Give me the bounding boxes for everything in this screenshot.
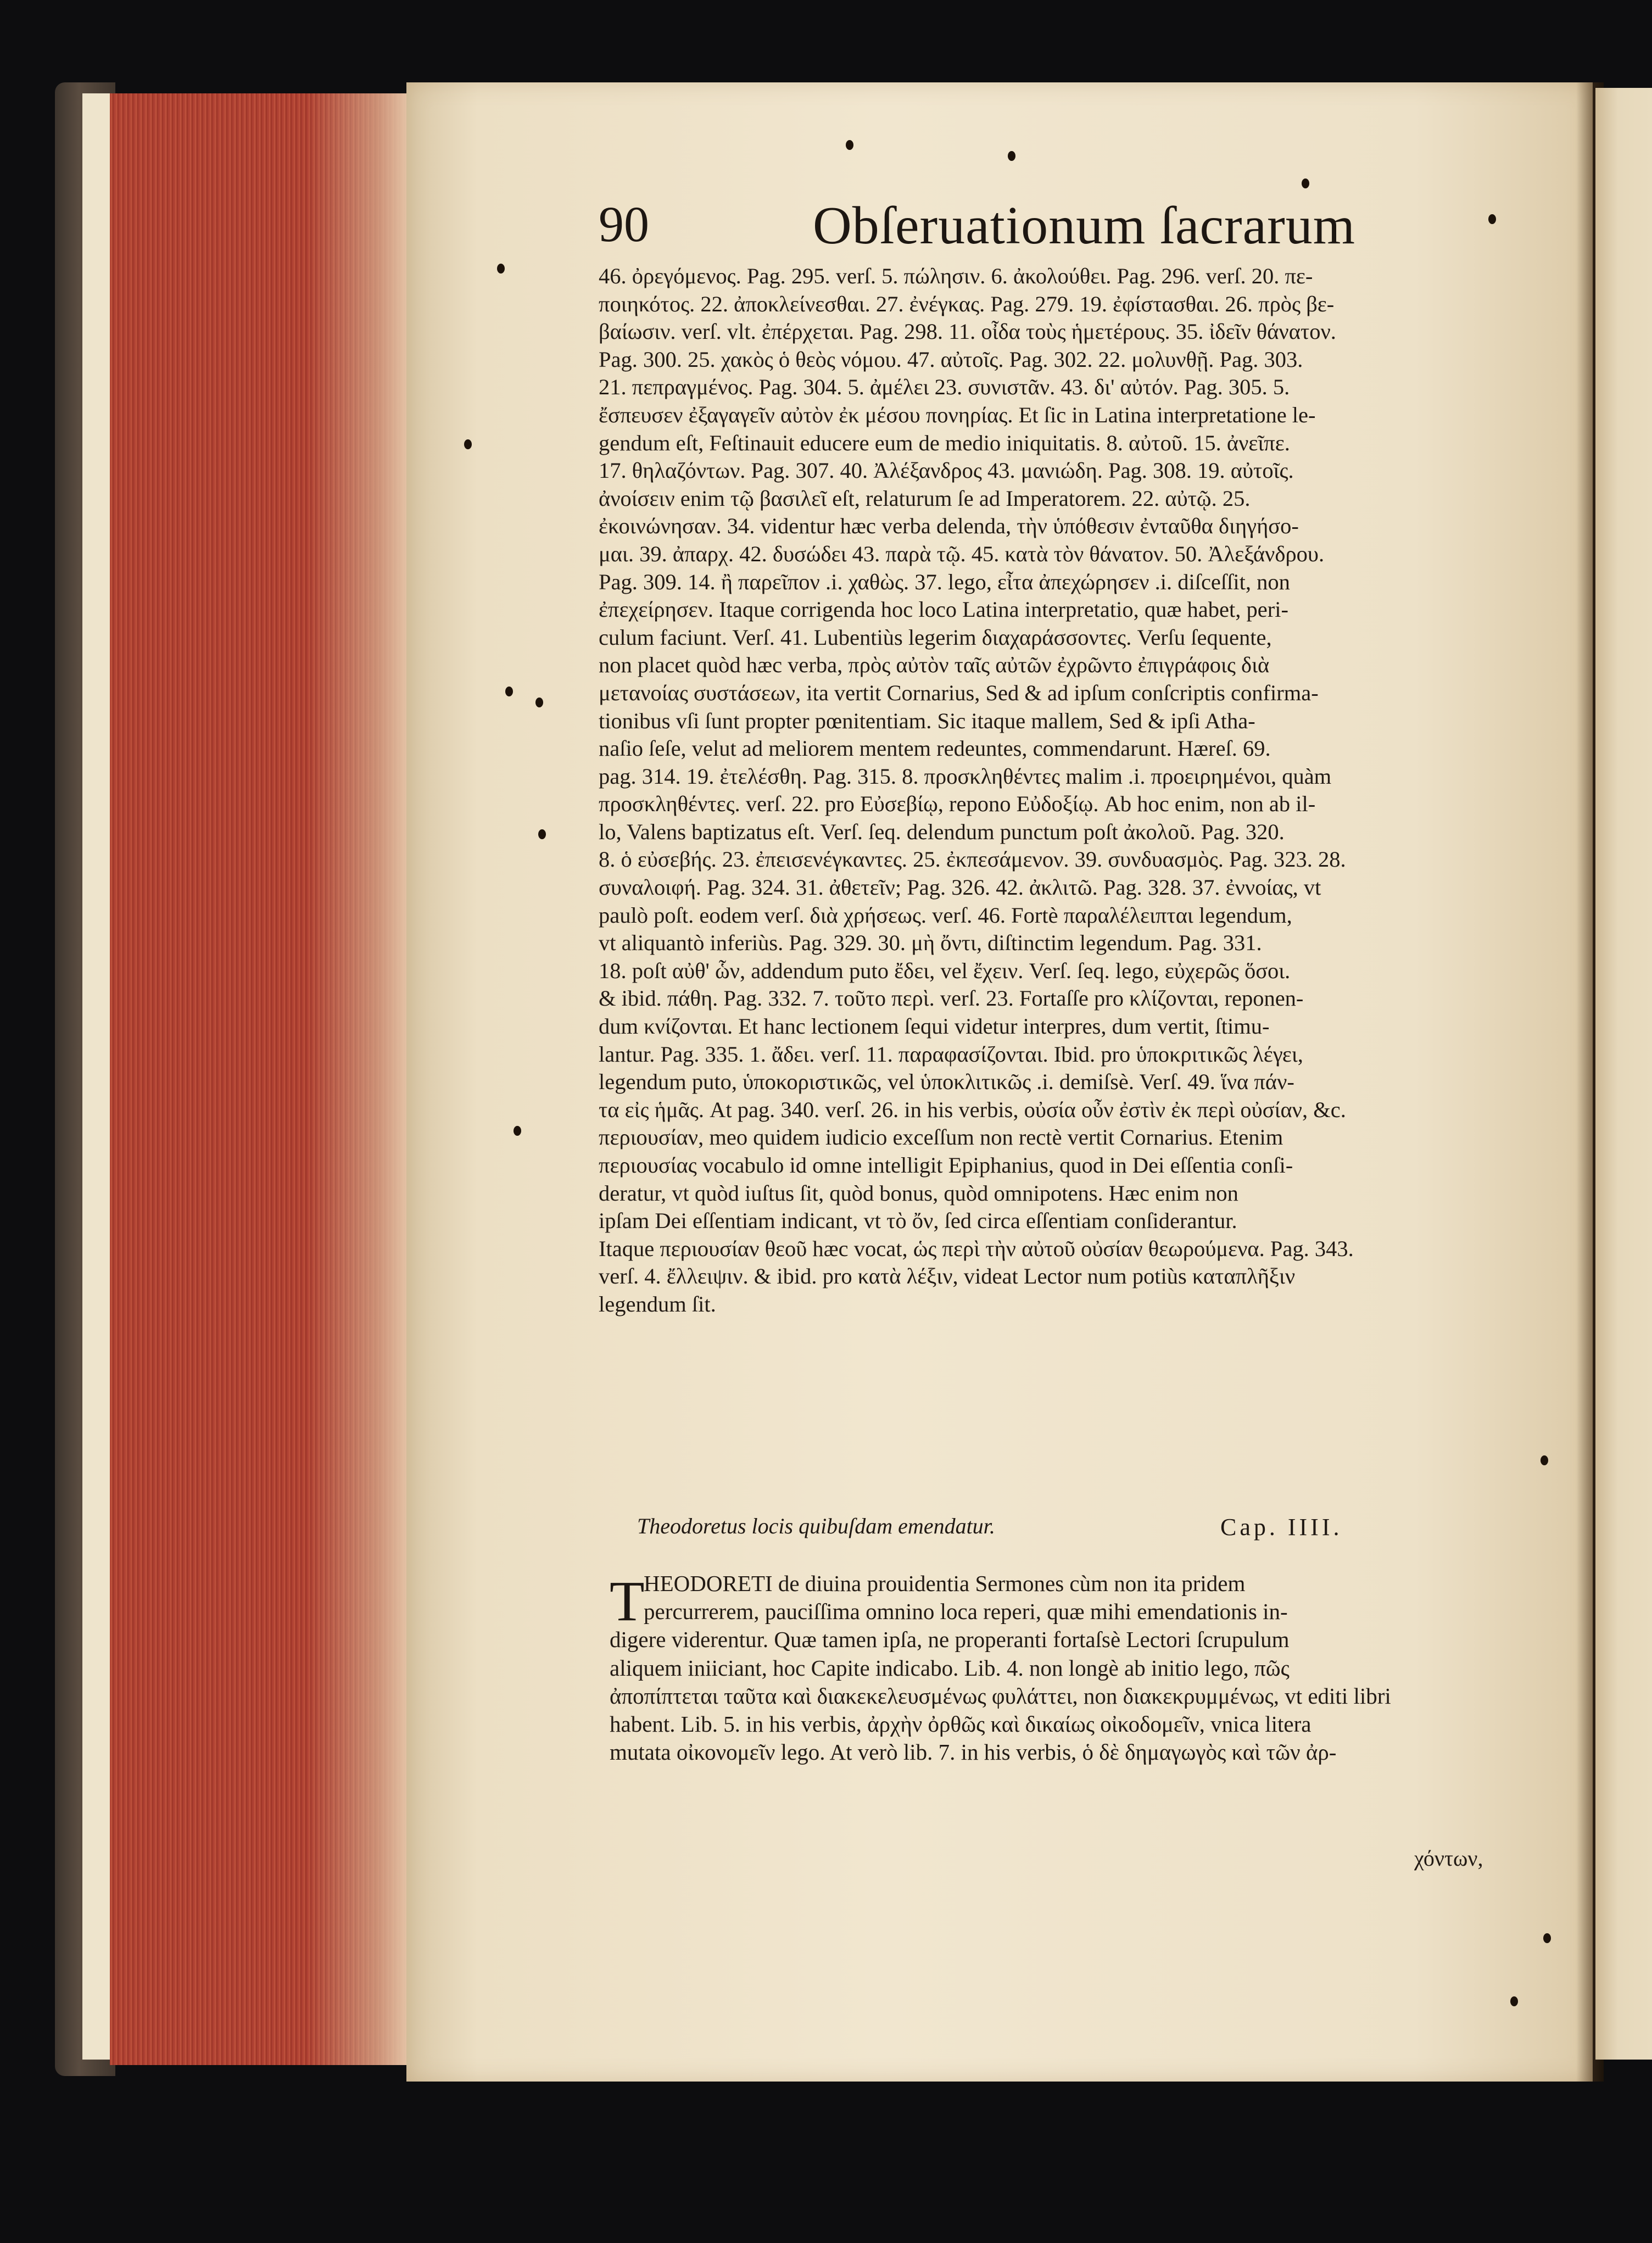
running-title: Obſeruationum ſacrarum	[813, 196, 1356, 255]
text-line: legendum puto, ὑποκοριστικῶς, vel ὑποκλιτικῶς .i. demiſsè. Verſ. 49. ἵνα πάν-	[599, 1069, 1294, 1095]
chapter-title: Theodoretus locis quibuſdam emendatur.	[637, 1514, 995, 1538]
text-line: verſ. 4. ἔλλειψιν. & ibid. pro κατὰ λέξιν, videat Lector num potiùs καταπλῆξιν	[599, 1264, 1296, 1289]
worm-hole	[1008, 151, 1015, 161]
text-line: mutata οἰκονομεῖν lego. At verò lib. 7. in his verbis, ὁ δὲ δημαγωγὸς καὶ τῶν ἀρ-	[610, 1739, 1337, 1765]
text-line: μαι. 39. ἀπαρχ. 42. δυσώδει 43. παρὰ τῷ. 45. κατὰ τὸν θάνατον. 50. Ἀλεξάνδρου.	[599, 541, 1325, 566]
text-line: naſio ſeſe, velut ad meliorem mentem redeuntes, commendarunt. Hæreſ. 69.	[599, 736, 1271, 761]
text-line: tionibus vſi ſunt propter pœnitentiam. Sic itaque mallem, Sed & ipſi Atha-	[599, 708, 1255, 733]
worm-hole	[1541, 1455, 1548, 1465]
text-line: pag. 314. 19. ἐτελέσθη. Pag. 315. 8. προσκληθέντες malim .i. προειρημένοι, quàm	[599, 763, 1332, 789]
text-line: lo, Valens baptizatus eſt. Verſ. ſeq. delendum punctum poſt ἀκολοῦ. Pag. 320.	[599, 819, 1285, 844]
page-number: 90	[599, 196, 649, 252]
text-line: 21. πεπραγμένος. Pag. 304. 5. ἀμέλει 23. συνιστᾶν. 43. δι' αὐτόν. Pag. 305. 5.	[599, 375, 1290, 400]
text-line: ἐπεχείρησεν. Itaque corrigenda hoc loco Latina interpretatio, quæ habet, peri-	[599, 597, 1288, 622]
worm-hole	[1302, 178, 1309, 188]
worm-hole	[535, 698, 543, 707]
text-line: συναλοιφή. Pag. 324. 31. ἀθετεῖν; Pag. 326. 42. ἀκλιτῶ. Pag. 328. 37. ἐννοίας, vt	[599, 875, 1321, 900]
text-line: ποιηκότος. 22. ἀποκλείνεσθαι. 27. ἐνέγκας. Pag. 279. 19. ἐφίστασθαι. 26. πρὸς βε-	[599, 291, 1335, 316]
text-line: gendum eſt, Feſtinauit educere eum de medio iniquitatis. 8. αὐτοῦ. 15. ἀνεῖπε.	[599, 430, 1290, 455]
text-line: βαίωσιν. verſ. vlt. ἐπέρχεται. Pag. 298. 11. οἶδα τοὺς ἡμετέρους. 35. ἰδεῖν θάνατον.	[599, 319, 1336, 344]
text-line: προσκληθέντες. verſ. 22. pro Εὐσεβίῳ, repono Εὐδοξίῳ. Ab hoc enim, non ab il-	[599, 791, 1316, 817]
text-line: Itaque περιουσίαν θεοῦ hæc vocat, ὡς περὶ τὴν αὐτοῦ οὐσίαν θεωρούμενα. Pag. 343.	[599, 1236, 1354, 1261]
text-line: περιουσίαν, meo quidem iudicio exceſſum non rectè vertit Cornarius. Etenim	[599, 1125, 1283, 1150]
text-line: 46. ὀρεγόμενος. Pag. 295. verſ. 5. πώλησιν. 6. ἀκολούθει. Pag. 296. verſ. 20. πε-	[599, 264, 1313, 288]
worm-hole	[505, 687, 513, 696]
text-line: non placet quòd hæc verba, πρὸς αὐτὸν ταῖς αὐτῶν ἐχρῶντο ἐπιγράφοις διὰ	[599, 652, 1270, 678]
text-line: ἀνοίσειν enim τῷ βασιλεῖ eſt, relaturum ſe ad Imperatorem. 22. αὐτῷ. 25.	[599, 486, 1251, 511]
text-line: ipſam Dei eſſentiam indicant, vt τὸ ὄν, ſed circa eſſentiam conſiderantur.	[599, 1208, 1237, 1234]
worm-hole	[1543, 1933, 1551, 1943]
chapter-heading	[637, 1513, 1439, 1552]
text-line: HEODORETI de diuina prouidentia Sermones cùm non ita pridem	[644, 1571, 1246, 1596]
chapter-number: Cap. IIII.	[1220, 1514, 1343, 1541]
text-line: Pag. 309. 14. ἢ παρεῖπον .i. χαθὼς. 37. lego, εἶτα ἀπεχώρησεν .i. diſceſſit, non	[599, 569, 1290, 594]
text-line: 17. θηλαζόντων. Pag. 307. 40. Ἀλέξανδρος 43. μανιώδη. Pag. 308. 19. αὐτοῖς.	[599, 458, 1294, 483]
text-line: legendum ſit.	[599, 1291, 716, 1316]
worm-hole	[846, 140, 853, 150]
theodoret-text	[610, 1570, 1483, 1766]
text-line: μετανοίας συστάσεων, ita vertit Cornarius, Sed & ad ipſum conſcriptis confirma-	[599, 680, 1319, 705]
worm-hole	[497, 264, 505, 274]
text-line: digere viderentur. Quæ tamen ipſa, ne properanti fortaſsè Lectori ſcrupulum	[610, 1627, 1290, 1653]
text-line: habent. Lib. 5. in his verbis, ἀρχὴν ὀρθῶς καὶ δικαίως οἰκοδομεῖν, vnica litera	[610, 1711, 1311, 1737]
text-line: ἐκοινώνησαν. 34. videntur hæc verba delenda, τὴν ὑπόθεσιν ἐνταῦθα διηγήσο-	[599, 514, 1299, 539]
text-line: 8. ὁ εὐσεβής. 23. ἐπεισενέγκαντες. 25. ἐκπεσάμενον. 39. συνδυασμὸς. Pag. 323. 28.	[599, 847, 1346, 872]
page-edges-shade	[308, 93, 406, 2065]
text-line: deratur, vt quòd iuſtus ſit, quòd bonus, quòd omnipotens. Hæc enim non	[599, 1180, 1238, 1206]
text-line: culum faciunt. Verſ. 41. Lubentiùs legerim διαχαράσσοντες. Verſu ſequente,	[599, 624, 1272, 650]
drop-cap: T	[610, 1570, 645, 1633]
epiphanius-notes	[599, 263, 1483, 1319]
text-line: τα εἰς ἡμᾶς. At pag. 340. verſ. 26. in his verbis, οὐσία οὖν ἐστὶν ἐκ περὶ οὐσίαν, &c.	[599, 1097, 1346, 1122]
text-line: 18. poſt αὐθ' ὧν, addendum puto ἔδει, vel ἔχειν. Verſ. ſeq. lego, εὐχερῶς ὅσοι.	[599, 958, 1291, 983]
worm-hole	[538, 829, 546, 839]
text-line: dum κνίζονται. Et hanc lectionem ſequi videtur interpres, dum vertit, ſtimu-	[599, 1014, 1270, 1039]
text-line: Pag. 300. 25. χακὸς ὁ θεὸς νόμου. 47. αὐτοῖς. Pag. 302. 22. μολυνθῇ. Pag. 303.	[599, 347, 1303, 372]
text-line: percurrerem, pauciſſima omnino loca reperi, quæ mihi emendationis in-	[644, 1599, 1288, 1625]
worm-hole	[464, 439, 472, 449]
text-line: ἔσπευσεν ἐξαγαγεῖν αὐτὸν ἐκ μέσου πονηρίας. Et ſic in Latina interpretatione le-	[599, 402, 1316, 427]
text-line: ἀποπίπτεται ταῦτα καὶ διακεκελευσμένως φυλάττει, non διακεκρυμμένως, vt editi libri	[610, 1683, 1391, 1709]
text-line: lantur. Pag. 335. 1. ἄδει. verſ. 11. παραφασίζονται. Ibid. pro ὑποκριτικῶς λέγει,	[599, 1041, 1303, 1067]
worm-hole	[514, 1126, 521, 1136]
running-head	[599, 195, 1368, 261]
text-line: paulò poſt. eodem verſ. διὰ χρήσεως. verſ. 46. Fortè παραλέλειπται legendum,	[599, 902, 1292, 928]
facing-page-edge	[1595, 88, 1652, 2060]
text-line: περιουσίας vocabulo id omne intelligit Epiphanius, quod in Dei eſſentia conſi-	[599, 1153, 1293, 1178]
worm-hole	[1488, 214, 1496, 224]
text-line: vt aliquantò inferiùs. Pag. 329. 30. μὴ ὄντι, diſtinctim legendum. Pag. 331.	[599, 930, 1262, 956]
catchword: χόντων,	[1414, 1846, 1483, 1871]
worm-hole	[1510, 1996, 1518, 2006]
text-line: aliquem iniiciant, hoc Capite indicabo. Lib. 4. non longè ab initio lego, πῶς	[610, 1655, 1290, 1681]
text-line: & ibid. πάθη. Pag. 332. 7. τοῦτο περὶ. verſ. 23. Fortaſſe pro κλίζονται, reponen-	[599, 986, 1304, 1011]
